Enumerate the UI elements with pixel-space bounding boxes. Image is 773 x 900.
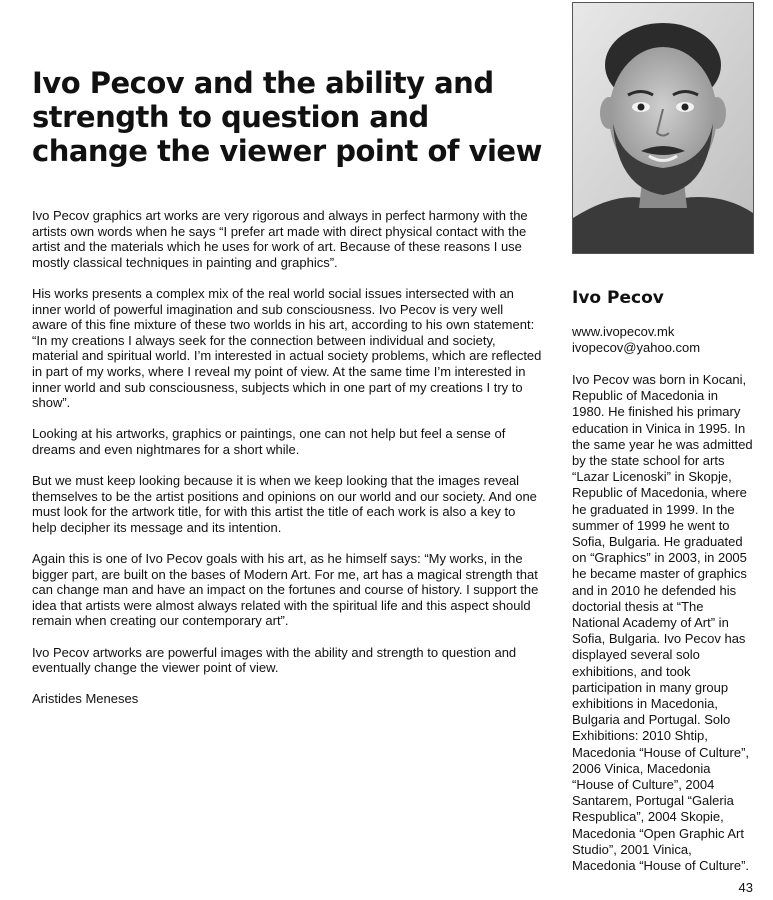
- artist-biography: Ivo Pecov was born in Kocani, Republic of Macedonia in 1980. He finished his primary education in Vinica in 1995. In the same year he was admitted by the state school for arts “Lazar Licenoski” in Skopje, Republic of Macedonia, where he graduated in 1999. In the summer of 1999 he went to Sofia, Bulgaria. He graduated on “Graphics” in 2003, in 2005 he became master of graphics and in 2010 he defended his doctorial thesis at “The National Academy of Art” in Sofia, Bulgaria. Ivo Pecov has displayed several solo exhibitions, and took participation in many group exhibitions in Macedonia, Bulgaria and Portugal. Solo Exhibitions: 2010 Shtip, Macedonia “House of Culture”, 2006 Vinica, Macedonia “House of Culture”, 2004 Santarem, Portugal “Galeria Respublica”, 2004 Skopie, Macedonia “Open Graphic Art Studio”, 2001 Vinica, Macedonia “House of Culture”.: [572, 372, 753, 874]
- artist-contacts: [572, 324, 762, 356]
- artist-name: Ivo Pecov: [572, 288, 664, 308]
- article-body: [32, 208, 542, 723]
- body-paragraph: Again this is one of Ivo Pecov goals with his art, as he himself says: “My works, in the bigger part, are built on the bases of Modern Art. For me, art has a magical strength that can change man and have an impact on the fortunes and course of history. I support the idea that artists were almost always related with the spiritual life and this aspect should remain when creating our contemporary art”.: [32, 551, 539, 629]
- article-title: Ivo Pecov and the ability and strength to question and change the viewer point of view: [32, 66, 542, 168]
- body-paragraph: Ivo Pecov artworks are powerful images with the ability and strength to question and eventually change the viewer point of view.: [32, 644, 517, 676]
- artist-website: www.ivopecov.mk: [572, 324, 675, 339]
- body-paragraph: Ivo Pecov graphics art works are very rigorous and always in perfect harmony with the artists own words when he says “I prefer art made with direct physical contact with the artist and the materials which he uses for work of art. Because of these reasons I use mostly classical techniques in painting and graphics”.: [32, 208, 528, 270]
- body-paragraph: His works presents a complex mix of the real world social issues intersected with an inner world of powerful imagination and sub consciousness. Ivo Pecov is very well aware of this fine mixture of these two worlds in his art, according to his own statement: “In my creations I always seek for the connection between individual and society, material and spiritual world. I’m interested in actual society problems, which are reflected in part of my works, where I reveal my point of view. At the same time I’m interested in inner world and sub consciousness, subjects which in one part of my creations I try to show”.: [32, 285, 542, 411]
- page-number: 43: [738, 880, 753, 895]
- artist-email: ivopecov@yahoo.com: [572, 340, 701, 356]
- body-paragraph: But we must keep looking because it is when we keep looking that the images reveal themselves to be the artist positions and opinions on our world and our society. And one must look for the artwork title, for with this artist the title of each work is also a key to help decipher its message and its intention.: [32, 473, 537, 535]
- article-author: Aristides Meneses: [32, 691, 139, 707]
- artist-portrait-photo: [572, 2, 754, 254]
- body-paragraph: Looking at his artworks, graphics or paintings, one can not help but feel a sense of dreams and even nightmares for a short while.: [32, 426, 506, 457]
